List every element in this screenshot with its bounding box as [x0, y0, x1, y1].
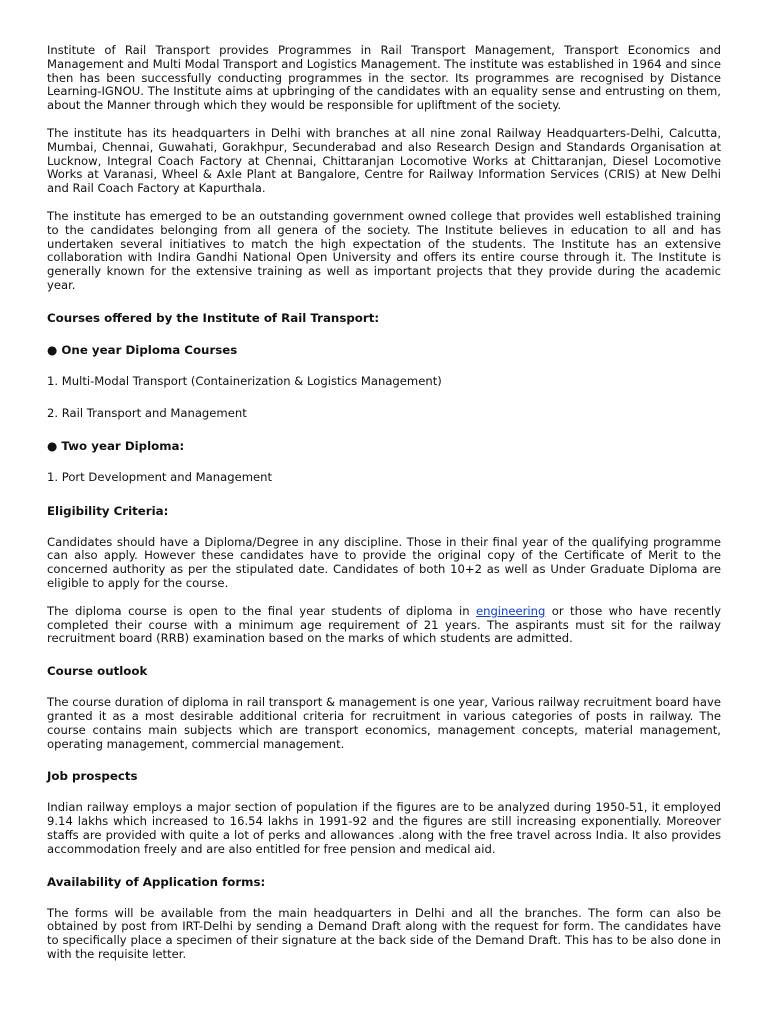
- courses-heading: Courses offered by the Institute of Rail Transport:: [47, 310, 380, 325]
- eligibility-paragraph-1: Candidates should have a Diploma/Degree in any discipline. Those in their final year of the qualifying programme can also apply. However these candidates have to provide the original copy of the Certificate of Merit to the concerned authority as per the stipulated date. Candidates of both 10+2 as well as Under Graduate Diploma are eligible to apply for the course.: [47, 534, 721, 591]
- course-outlook-heading: Course outlook: [47, 664, 148, 679]
- application-forms-heading: Availability of Application forms:: [47, 874, 266, 889]
- job-prospects-paragraph: Indian railway employs a major section of population if the figures are to be analyzed during 1950-51, it employed 9.14 lakhs which increased to 16.54 lakhs in 1991-92 and the figures are still increasing exponentially. Moreover staffs are provided with quite a lot of perks and allowances .along with the free travel across India. It also provides accommodation freely and are also entitled for free pension and medical aid.: [47, 800, 721, 856]
- document-page: [47, 44, 721, 976]
- one-year-diploma-heading: ● One year Diploma Courses: [47, 342, 238, 357]
- eligibility-text-after-link: or those who have recently completed their course with a minimum age requirement of 21 years. The aspirants must sit for the railway recruitment board (RRB) examination based on the marks of which students are admitted.: [47, 603, 721, 646]
- two-year-diploma-heading: ● Two year Diploma:: [47, 439, 185, 454]
- eligibility-paragraph-2: [47, 605, 721, 646]
- headquarters-paragraph: The institute has its headquarters in Delhi with branches at all nine zonal Railway Headquarters-Delhi, Calcutta, Mumbai, Chennai, Guwahati, Gorakhpur, Secunderabad and also Research Design and Standards Organisation at Lucknow, Integral Coach Factory at Chennai, Chittaranjan Locomotive Works at Chittaranjan, Diesel Locomotive Works at Varanasi, Wheel & Axle Plant at Bangalore, Centre for Railway Information Services (CRIS) at New Delhi and Rail Coach Factory at Kapurthala.: [47, 125, 721, 196]
- course-item-port-development: 1. Port Development and Management: [47, 470, 273, 485]
- eligibility-text-before-link: The diploma course is open to the final year students of diploma in: [47, 603, 476, 618]
- course-item-multimodal: 1. Multi-Modal Transport (Containerization & Logistics Management): [47, 373, 442, 388]
- engineering-link[interactable]: engineering: [475, 603, 546, 618]
- job-prospects-heading: Job prospects: [47, 769, 138, 784]
- eligibility-heading: Eligibility Criteria:: [47, 503, 169, 518]
- course-item-rail-transport: 2. Rail Transport and Management: [47, 406, 247, 421]
- emerged-paragraph: The institute has emerged to be an outstanding government owned college that provides well established training to the candidates belonging from all genera of the society. The Institute believes in education to all and has undertaken several initiatives to match the high expectation of the students. The Institute has an extensive collaboration with Indira Gandhi National Open University and offers its entire course through it. The Institute is generally known for the extensive training as well as important projects that they provide during the academic year.: [47, 208, 721, 292]
- intro-paragraph: Institute of Rail Transport provides Programmes in Rail Transport Management, Transport Economics and Management and Multi Modal Transport and Logistics Management. The institute was established in 1964 and since then has been successfully conducting programmes in the sector. Its programmes are recognised by Distance Learning-IGNOU. The Institute aims at upbringing of the candidates with an equality sense and entrusting on them, about the Manner through which they would be responsible for upliftment of the society.: [47, 43, 721, 113]
- application-forms-paragraph: The forms will be available from the main headquarters in Delhi and all the branches. The form can also be obtained by post from IRT-Delhi by sending a Demand Draft along with the request for form. The candidates have to specifically place a specimen of their signature at the back side of the Demand Draft. This has to be also done in with the requisite letter.: [47, 905, 721, 961]
- course-outlook-paragraph: The course duration of diploma in rail transport & management is one year, Various railway recruitment board have granted it as a most desirable additional criteria for recruitment in various categories of posts in railway. The course contains main subjects which are transport economics, management concepts, material management, operating management, commercial management.: [47, 695, 721, 751]
